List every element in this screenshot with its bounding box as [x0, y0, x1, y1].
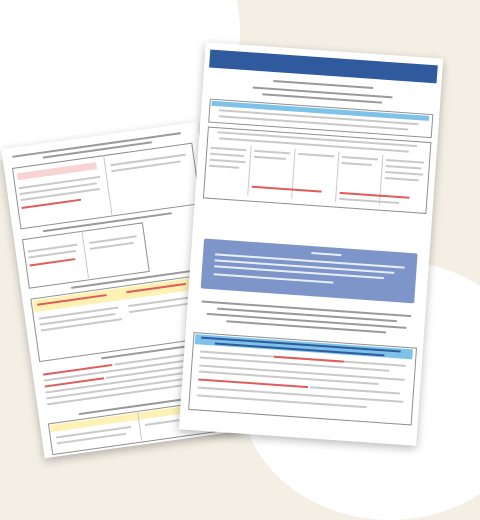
worksheet-page-front: [179, 42, 443, 446]
page-title: [209, 50, 438, 84]
